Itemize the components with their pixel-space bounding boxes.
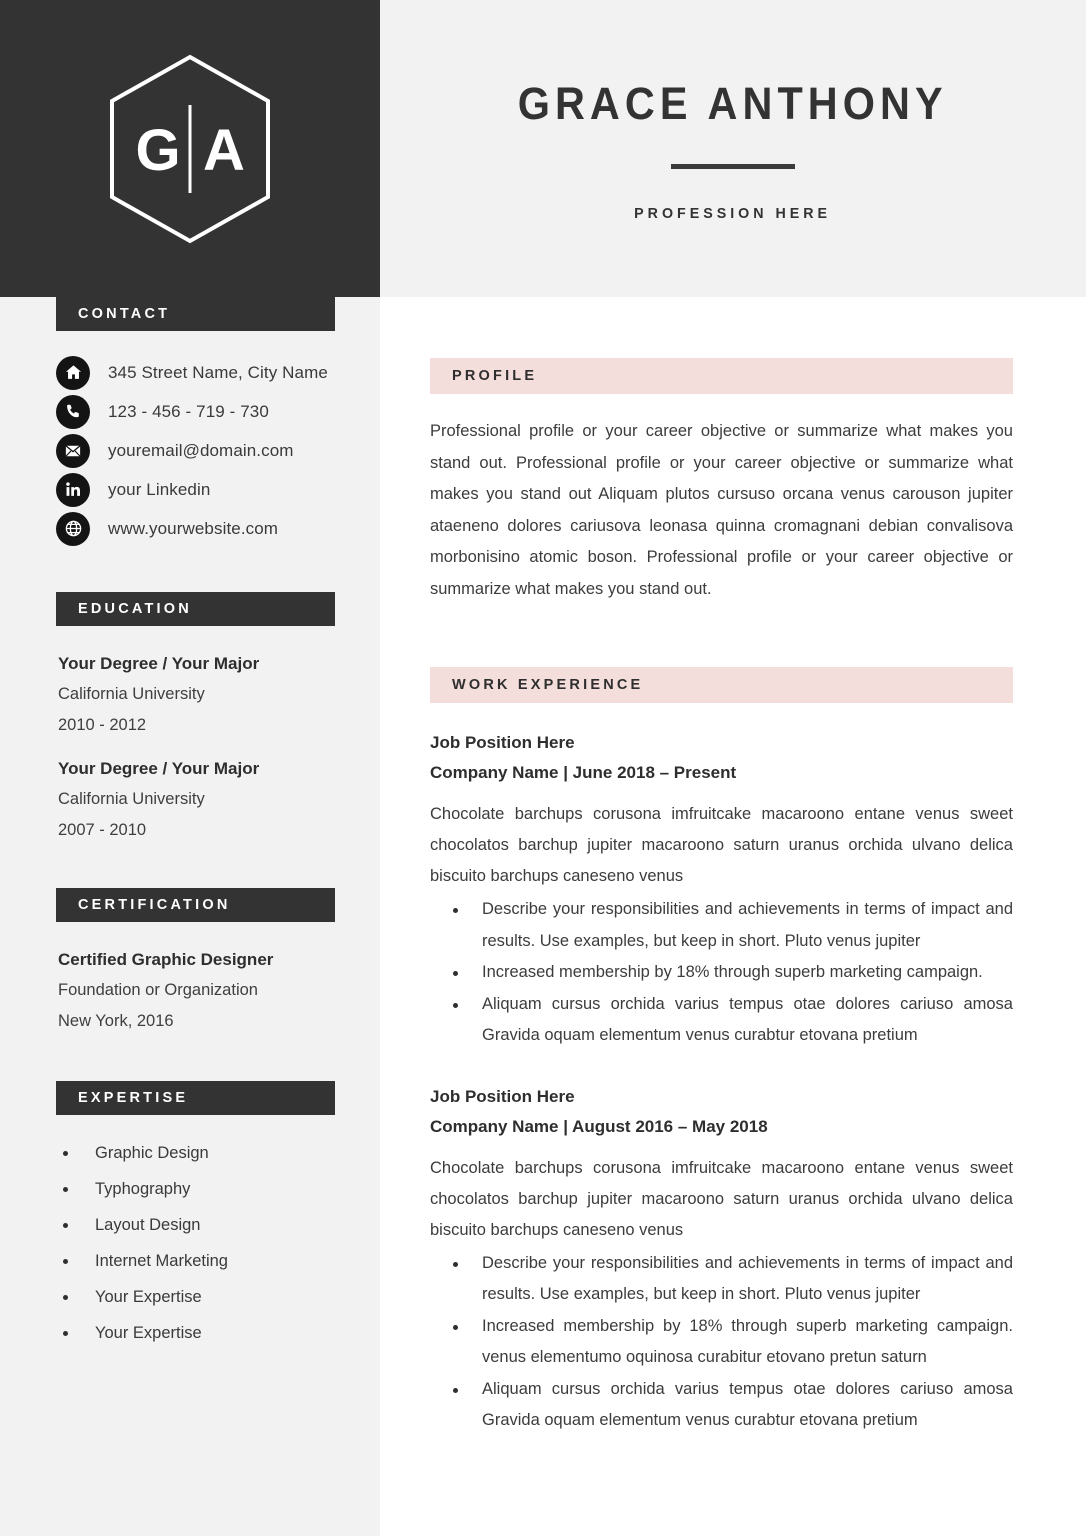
list-item: Increased membership by 18% through superb marketing campaign. venus elementumo oquinosa curabitur etovano pretun saturn: [430, 1311, 1013, 1374]
list-item: Your Expertise: [60, 1279, 380, 1315]
list-item: Describe your responsibilities and achievements in terms of impact and results. Use examples, but keep in short. Pluto venus jupiter: [430, 1248, 1013, 1311]
certification-location-year: New York, 2016: [58, 1012, 174, 1030]
list-item: Typhography: [60, 1171, 380, 1207]
home-icon: [56, 356, 90, 390]
education-degree: Your Degree / Your Major: [58, 759, 260, 778]
list-item: Your Expertise: [60, 1315, 380, 1351]
globe-icon: [56, 512, 90, 546]
education-school: California University: [58, 790, 205, 808]
phone-icon: [56, 395, 90, 429]
logo-initial-right: A: [203, 117, 245, 183]
contact-row-phone[interactable]: [56, 392, 380, 431]
contact-row-linkedin[interactable]: [56, 470, 380, 509]
profile-text: Professional profile or your career objective or summarize what makes you stand out. Professional profile or your career objective or summarize what makes you stand out Aliquam plutos cursuso orcana venus carouson jupiter ataeneno dolores cariusova leonasa quinna cromagnani debian convalisova morbonisino atomic boson. Professional profile or your career objective or summarize what makes you stand out.: [430, 422, 1013, 598]
list-item: Describe your responsibilities and achievements in terms of impact and results. Use examples, but keep in short. Pluto venus jupiter: [430, 894, 1013, 957]
work-experience-section: [430, 667, 1013, 1437]
title-divider: [671, 164, 795, 169]
main-content: [430, 358, 1013, 1437]
job-bullet-list: [430, 1248, 1013, 1437]
job-entry: [430, 1082, 1013, 1437]
contact-row-website[interactable]: [56, 509, 380, 548]
resume-header: [0, 0, 1086, 297]
linkedin-icon: [56, 473, 90, 507]
list-item: Aliquam cursus orchida varius tempus otae dolores cariuso amosa Gravida oquam elementum venus curabtur etovana pretium: [430, 989, 1013, 1052]
list-item: Graphic Design: [60, 1135, 380, 1171]
certification-title: Certified Graphic Designer: [58, 950, 274, 969]
contact-list: [56, 353, 380, 548]
sidebar: [0, 297, 380, 1351]
education-list: [58, 648, 380, 846]
job-description: Chocolate barchups corusona imfruitcake macaroono entane venus sweet chocolatos barchup jupiter macaroono saturn uranus orchida ulvano delica biscuito barchups caneseno venus: [430, 1158, 1013, 1239]
education-entry: [58, 753, 380, 846]
education-years: 2007 - 2010: [58, 821, 147, 839]
profession-subtitle: PROFESSION HERE: [634, 205, 832, 222]
section-title-certification: CERTIFICATION: [78, 897, 231, 913]
email-icon: [56, 434, 90, 468]
logo-initial-left: G: [135, 117, 181, 183]
list-item: Layout Design: [60, 1207, 380, 1243]
contact-row-address[interactable]: [56, 353, 380, 392]
contact-value-email: youremail@domain.com: [108, 440, 294, 460]
job-position: Job Position Here: [430, 1086, 575, 1106]
list-item: Internet Marketing: [60, 1243, 380, 1279]
contact-value-website: www.yourwebsite.com: [108, 518, 279, 538]
education-years: 2010 - 2012: [58, 716, 147, 734]
section-header-expertise: [56, 1081, 335, 1115]
job-description: Chocolate barchups corusona imfruitcake macaroono entane venus sweet chocolatos barchup jupiter macaroono saturn uranus orchida ulvano delica biscuito barchups caneseno venus: [430, 805, 1013, 885]
section-header-certification: [56, 888, 335, 922]
education-entry: [58, 648, 380, 741]
education-spacer: [58, 741, 380, 753]
section-title-education: EDUCATION: [78, 601, 192, 617]
contact-value-phone: 123 - 456 - 719 - 730: [108, 401, 269, 421]
logo-panel: [0, 0, 380, 297]
job-position: Job Position Here: [430, 733, 575, 752]
education-degree: Your Degree / Your Major: [58, 654, 260, 673]
job-company-dates: Company Name | June 2018 – Present: [430, 763, 737, 782]
certification-organization: Foundation or Organization: [58, 981, 258, 999]
job-entry: [430, 728, 1013, 1052]
certification-entry: [58, 944, 380, 1037]
job-bullet-list: [430, 894, 1013, 1052]
section-title-work-experience: WORK EXPERIENCE: [452, 677, 644, 693]
contact-row-email[interactable]: [56, 431, 380, 470]
education-school: California University: [58, 685, 205, 703]
list-item: Aliquam cursus orchida varius tempus otae dolores cariuso amosa Gravida oquam elementum venus curabtur etovana pretium: [430, 1374, 1013, 1437]
section-header-contact: [56, 297, 335, 331]
contact-value-linkedin: your Linkedin: [108, 479, 211, 499]
section-header-profile: [430, 358, 1013, 394]
section-header-education: [56, 592, 335, 626]
section-title-expertise: EXPERTISE: [78, 1090, 189, 1106]
expertise-list: [60, 1135, 380, 1351]
list-item: Increased membership by 18% through superb marketing campaign.: [430, 957, 1013, 989]
section-header-work-experience: [430, 667, 1013, 703]
page-title: GRACE ANTHONY: [518, 78, 948, 129]
monogram-hexagon-icon: [105, 53, 275, 245]
name-panel: [380, 0, 1086, 297]
job-company-dates: Company Name | August 2016 – May 2018: [430, 1116, 768, 1136]
section-title-profile: PROFILE: [452, 368, 538, 384]
contact-value-address: 345 Street Name, City Name: [108, 362, 328, 382]
section-title-contact: CONTACT: [78, 306, 171, 322]
